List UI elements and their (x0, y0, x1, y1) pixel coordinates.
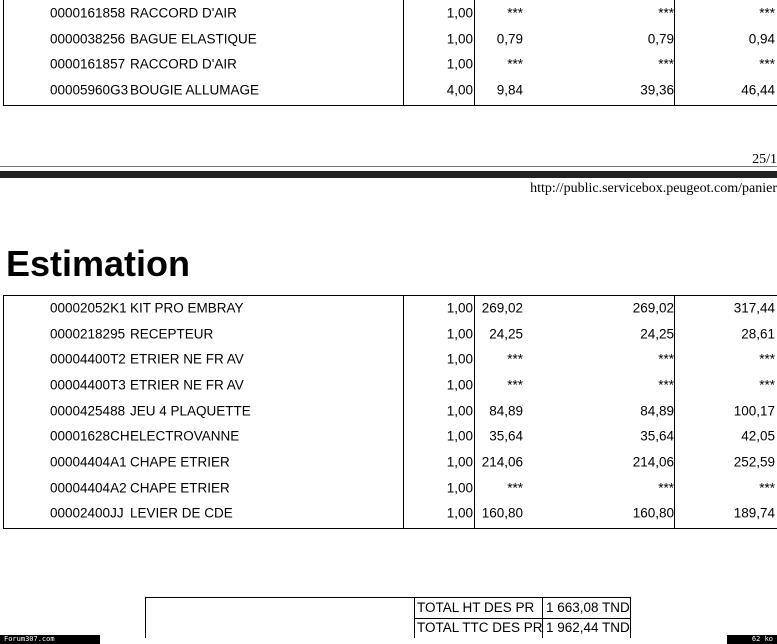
footer-watermark: Forum307.com (0, 635, 100, 644)
total-ttc: 252,59 (733, 454, 775, 470)
part-description: BAGUE ELASTIQUE (130, 31, 257, 47)
part-code: 0000038256 (50, 31, 126, 47)
table-row (4, 372, 777, 398)
table-row (4, 26, 777, 52)
quantity: 1,00 (446, 31, 473, 47)
quantity: 1,00 (446, 5, 473, 21)
quantity: 1,00 (446, 326, 473, 342)
table-row (4, 398, 777, 424)
part-description: ELECTROVANNE (130, 428, 240, 444)
part-code: 0000218295 (50, 326, 126, 342)
total-ttc: *** (759, 5, 775, 21)
table-row (4, 51, 777, 77)
part-description: ETRIER NE FR AV (130, 377, 244, 393)
part-code: 00002052K1 (50, 300, 127, 316)
parts-table-main (3, 295, 777, 529)
footer-size: 62 ko (727, 635, 777, 644)
part-code: 00002400JJ (50, 505, 124, 521)
unit-price: 160,80 (481, 505, 523, 521)
total-ttc-value: 1 962,44 TND (546, 620, 630, 635)
total-ht: *** (658, 351, 674, 367)
part-code: 00001628CH (50, 428, 130, 444)
table-row (4, 449, 777, 475)
page-url: http://public.servicebox.peugeot.com/panier (530, 181, 777, 196)
part-description: BOUGIE ALLUMAGE (130, 82, 260, 98)
total-ht-label: TOTAL HT DES PR (417, 600, 535, 615)
page-number: 25/1 (752, 152, 777, 167)
total-ttc: 0,94 (748, 31, 775, 47)
part-description: KIT PRO EMBRAY (130, 300, 244, 316)
part-description: CHAPE ETRIER (130, 454, 230, 470)
table-row (4, 295, 777, 321)
total-ttc: 42,05 (741, 428, 775, 444)
total-ttc: *** (759, 480, 775, 496)
parts-table-top (3, 0, 777, 106)
total-ht: *** (658, 5, 674, 21)
table-row (4, 501, 777, 527)
totals-box (145, 597, 631, 638)
part-description: RECEPTEUR (130, 326, 214, 342)
total-ht: 269,02 (632, 300, 674, 316)
total-ttc: 100,17 (733, 403, 775, 419)
page-title: Estimation (6, 243, 191, 284)
total-ht: 35,64 (640, 428, 674, 444)
unit-price: 24,25 (489, 326, 523, 342)
part-code: 0000425488 (50, 403, 126, 419)
total-ttc: *** (759, 377, 775, 393)
page-break-bar (0, 171, 777, 178)
part-description: CHAPE ETRIER (130, 480, 230, 496)
table-row (4, 77, 777, 103)
table-row (4, 346, 777, 372)
quantity: 1,00 (446, 300, 473, 316)
quantity: 1,00 (446, 454, 473, 470)
quantity: 1,00 (446, 377, 473, 393)
total-ttc: 189,74 (733, 505, 775, 521)
part-description: RACCORD D'AIR (130, 5, 237, 21)
total-ttc: 46,44 (741, 82, 775, 98)
part-description: RACCORD D'AIR (130, 56, 237, 72)
table-row (4, 0, 777, 26)
unit-price: 269,02 (481, 300, 523, 316)
unit-price: *** (507, 56, 523, 72)
unit-price: 35,64 (489, 428, 523, 444)
total-ttc: *** (759, 56, 775, 72)
table-row (4, 321, 777, 347)
part-code: 00004400T3 (50, 377, 126, 393)
unit-price: *** (507, 480, 523, 496)
total-ht: *** (658, 56, 674, 72)
part-code: 0000161858 (50, 5, 126, 21)
totals-divider (414, 618, 630, 619)
total-ht: 39,36 (640, 82, 674, 98)
unit-price: 84,89 (489, 403, 523, 419)
total-ttc: 28,61 (741, 326, 775, 342)
unit-price: *** (507, 351, 523, 367)
quantity: 1,00 (446, 403, 473, 419)
part-description: ETRIER NE FR AV (130, 351, 244, 367)
unit-price: 0,79 (496, 31, 523, 47)
unit-price: *** (507, 5, 523, 21)
part-description: LEVIER DE CDE (130, 505, 233, 521)
quantity: 1,00 (446, 505, 473, 521)
total-ht: 214,06 (632, 454, 674, 470)
quantity: 1,00 (446, 480, 473, 496)
total-ht: *** (658, 377, 674, 393)
total-ht: *** (658, 480, 674, 496)
part-code: 0000161857 (50, 56, 126, 72)
part-code: 00004400T2 (50, 351, 126, 367)
table-row (4, 475, 777, 501)
table-row (4, 423, 777, 449)
unit-price: *** (507, 377, 523, 393)
part-description: JEU 4 PLAQUETTE (130, 403, 251, 419)
quantity: 1,00 (446, 56, 473, 72)
unit-price: 9,84 (496, 82, 523, 98)
unit-price: 214,06 (481, 454, 523, 470)
part-code: 00005960G3 (50, 82, 129, 98)
total-ht-value: 1 663,08 TND (546, 600, 630, 615)
quantity: 1,00 (446, 428, 473, 444)
part-code: 00004404A2 (50, 480, 127, 496)
total-ht: 84,89 (640, 403, 674, 419)
part-code: 00004404A1 (50, 454, 127, 470)
total-ttc: 317,44 (733, 300, 775, 316)
total-ht: 0,79 (647, 31, 674, 47)
total-ttc-label: TOTAL TTC DES PR (417, 620, 543, 635)
total-ht: 24,25 (640, 326, 674, 342)
quantity: 1,00 (446, 351, 473, 367)
total-ht: 160,80 (632, 505, 674, 521)
quantity: 4,00 (446, 82, 473, 98)
page-separator-line (0, 166, 777, 167)
total-ttc: *** (759, 351, 775, 367)
